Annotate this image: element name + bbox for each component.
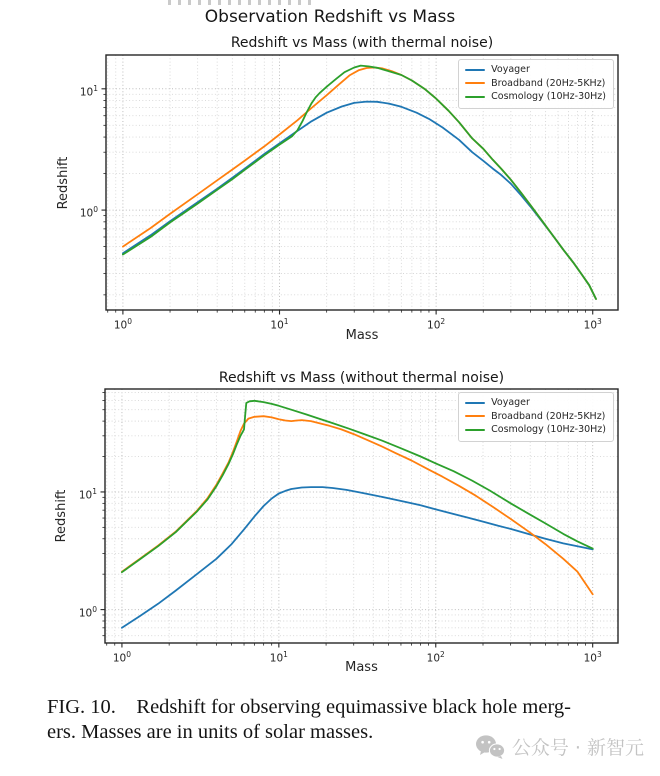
series-line-broadband-20hz-5khz bbox=[122, 416, 593, 594]
legend-label: Voyager bbox=[491, 397, 530, 408]
x-tick-label: $10^0$ bbox=[112, 650, 131, 665]
plot-spines bbox=[106, 55, 618, 310]
y-tick-label: $10^1$ bbox=[78, 486, 97, 502]
legend-label: Broadband (20Hz-5KHz) bbox=[491, 77, 606, 89]
chart-title: Redshift vs Mass (without thermal noise) bbox=[218, 370, 505, 386]
y-tick-label: $10^1$ bbox=[79, 83, 98, 99]
y-axis-label: Redshift bbox=[56, 156, 71, 209]
y-axis-label: Redshift bbox=[54, 489, 69, 543]
figure-suptitle: Observation Redshift vs Mass bbox=[204, 7, 456, 27]
x-axis-label: Mass bbox=[345, 328, 379, 343]
y-tick-label: $10^0$ bbox=[78, 604, 97, 620]
x-tick-label: $10^2$ bbox=[427, 317, 446, 332]
caption-line-1: FIG. 10. Redshift for observing equimassive black hole merg- bbox=[47, 696, 571, 718]
series-line-voyager bbox=[122, 487, 593, 628]
x-tick-label: $10^3$ bbox=[583, 650, 602, 665]
y-tick-label: $10^0$ bbox=[79, 205, 98, 220]
x-tick-label: $10^0$ bbox=[113, 317, 132, 332]
x-tick-label: $10^3$ bbox=[583, 317, 602, 332]
legend-label: Cosmology (10Hz-30Hz) bbox=[491, 91, 606, 102]
legend-label: Voyager bbox=[491, 64, 530, 75]
series-line-cosmology-10hz-30hz bbox=[122, 401, 593, 572]
watermark-text: 公众号 · 新智元 bbox=[511, 737, 644, 759]
x-tick-label: $10^1$ bbox=[270, 317, 289, 332]
chart-title: Redshift vs Mass (with thermal noise) bbox=[230, 35, 494, 51]
watermark bbox=[475, 733, 644, 760]
x-axis-label: Mass bbox=[345, 660, 378, 675]
x-tick-label: $10^1$ bbox=[269, 650, 288, 665]
series-line-cosmology-10hz-30hz bbox=[123, 66, 596, 299]
caption-line-2: ers. Masses are in units of solar masses. bbox=[47, 721, 374, 743]
series-line-voyager bbox=[123, 102, 596, 299]
legend-label: Cosmology (10Hz-30Hz) bbox=[491, 424, 606, 435]
wechat-icon bbox=[475, 734, 505, 760]
x-tick-label: $10^2$ bbox=[426, 650, 445, 665]
legend-label: Broadband (20Hz-5KHz) bbox=[491, 410, 606, 422]
plot-spines bbox=[105, 389, 618, 643]
